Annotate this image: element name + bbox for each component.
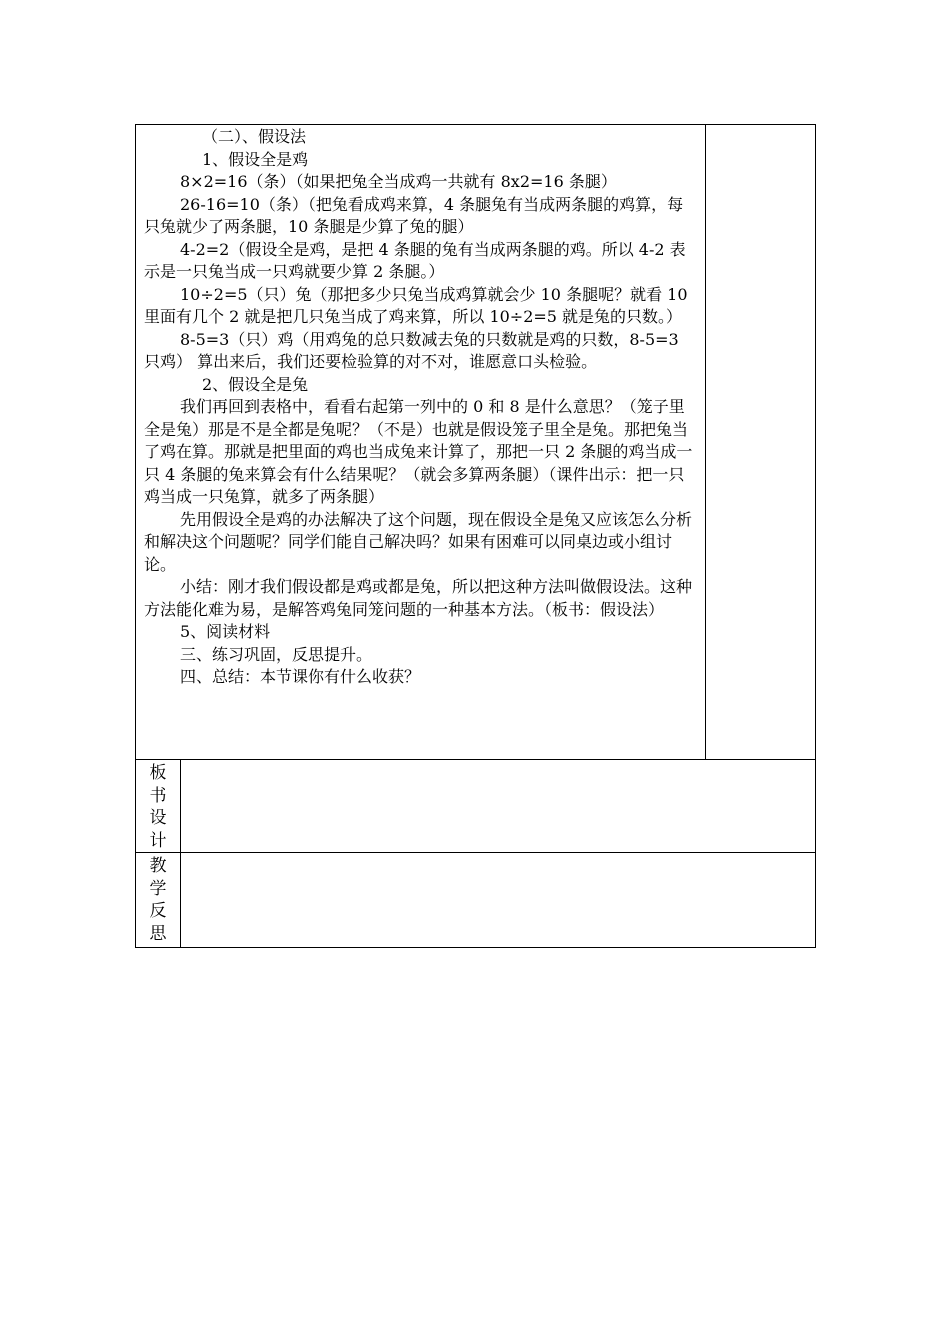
lesson-paragraph: 26-16=10（条）（把兔看成鸡来算，4 条腿兔有当成两条腿的鸡算，每只兔就少了两条腿，10 条腿是少算了兔的腿）	[144, 194, 684, 236]
lesson-paragraph: （二）、假设法	[202, 127, 307, 146]
lesson-paragraph: 10÷2=5（只）兔（那把多少只兔当成鸡算就会少 10 条腿呢？就看 10 里面有几个 2 就是把几只兔当成了鸡来算，所以 10÷2=5 就是兔的只数。）	[144, 284, 688, 326]
teaching-reflection-label-cell	[136, 853, 181, 948]
lesson-paragraph: 四、总结：本节课你有什么收获？	[180, 667, 421, 686]
lesson-paragraph: 我们再回到表格中，看看右起第一列中的 0 和 8 是什么意思？（笼子里全是兔）那是不是全都是兔呢？（不是）也就是假设笼子里全是兔。那把兔当了鸡在算。那就是把里面的鸡也当成兔来计算了，那把一只 2 条腿的鸡当成一只 4 条腿的兔来算会有什么结果呢？（就会多算两条腿）（课件出示：把一只鸡当成一只兔算，就多了两条腿）	[144, 397, 693, 506]
lesson-paragraph: 三、练习巩固，反思提升。	[180, 644, 373, 664]
lesson-paragraph: 8×2=16（条）（如果把兔全当成鸡一共就有 8x2=16 条腿）	[180, 172, 617, 191]
lesson-paragraph: 8-5=3（只）鸡（用鸡兔的总只数减去兔的只数就是鸡的只数，8-5=3 只鸡） 算出来后，我们还要检验算的对不对，谁愿意口头检验。	[144, 329, 679, 371]
board-design-label: 板书设计	[149, 763, 167, 851]
lesson-content-cell	[136, 125, 706, 760]
lesson-text	[136, 125, 705, 689]
teaching-reflection-label: 教学反思	[149, 856, 167, 944]
lesson-paragraph: 5、阅读材料	[180, 622, 271, 641]
teaching-reflection-content	[181, 853, 816, 948]
lesson-paragraph: 先用假设全是鸡的办法解决了这个问题，现在假设全是兔又应该怎么分析和解决这个问题呢？同学们能自己解决吗？如果有困难可以同桌边或小组讨论。	[144, 509, 693, 574]
lesson-content-row	[136, 125, 816, 760]
lesson-paragraph: 4-2=2（假设全是鸡，是把 4 条腿的兔有当成两条腿的鸡。所以 4-2 表示是一只兔当成一只鸡就要少算 2 条腿。）	[144, 239, 686, 281]
lesson-paragraph: 2、假设全是兔	[202, 374, 309, 394]
side-notes-cell	[706, 125, 816, 760]
lesson-paragraph: 小结：刚才我们假设都是鸡或都是兔，所以把这种方法叫做假设法。这种方法能化难为易，是解答鸡兔同笼问题的一种基本方法。（板书：假设法）	[144, 577, 693, 619]
board-design-content	[181, 760, 816, 853]
teaching-reflection-row	[136, 853, 816, 948]
lesson-paragraph: 1、假设全是鸡	[202, 149, 309, 169]
board-design-label-cell	[136, 760, 181, 853]
board-design-row	[136, 760, 816, 853]
lesson-plan-table	[135, 124, 816, 948]
